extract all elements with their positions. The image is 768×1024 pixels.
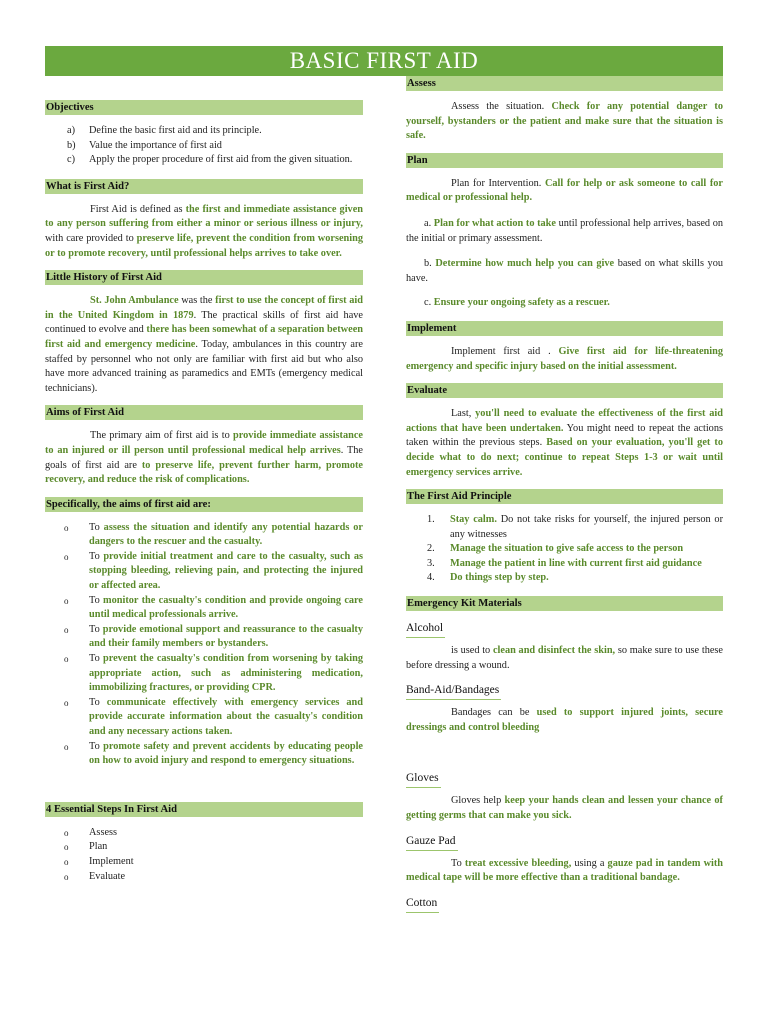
history-paragraph: St. John Ambulance was the first to use the concept of first aid in the United Kingdom in 1879. The practical skills of first aid have continued to evolve and there has been somewhat of a separation between first aid and emergency medicine. Today, ambulances in this country are staffed by personnel who not only are familiar with first aid but who also have more advanced training as paramedics and EMTs (emergency medical technicians). [45, 295, 363, 394]
specific-aims-list [45, 521, 363, 769]
gloves-label: Gloves [406, 770, 441, 788]
right-column [406, 76, 723, 913]
list-item: 3. Manage the patient in line with current first aid guidance [427, 557, 702, 569]
list-item: c) Apply the proper procedure of first aid from the given situation. [67, 154, 353, 166]
principle-heading: The First Aid Principle [406, 489, 723, 504]
essential-steps-list [45, 826, 363, 884]
list-item: o To assess the situation and identify any potential hazards or dangers to the rescuer and the casualty. [64, 521, 363, 548]
list-item: 4. Do things step by step. [427, 572, 549, 584]
list-item: o Implement [64, 855, 134, 867]
plan-paragraph: Plan for Intervention. Call for help or ask someone to call for medical or professional help. [406, 177, 724, 204]
essential-steps-heading: 4 Essential Steps In First Aid [45, 802, 363, 817]
list-item: o To provide emotional support and reassurance to the casualty and their family members or bystanders. [64, 623, 364, 650]
list-item: o To monitor the casualty's condition and provide ongoing care until medical professionals arrive. [64, 594, 364, 621]
list-item: o Assess [64, 826, 118, 838]
list-item: o To prevent the casualty's condition from worsening by taking appropriate action, such as administering medication, immobilizing fractures, or providing CPR. [64, 653, 363, 694]
cotton-label: Cotton [406, 895, 439, 913]
list-item: 1. Stay calm. Do not take risks for yourself, the injured person or any witnesses [427, 514, 723, 540]
page-title: BASIC FIRST AID [45, 46, 723, 76]
assess-heading: Assess [406, 76, 723, 91]
assess-paragraph: Assess the situation. Check for any potential danger to yourself, bystanders or the patient and make sure that the situation is safe. [406, 101, 723, 142]
list-item: o To promote safety and prevent accidents by educating people on how to avoid injury and respond to emergency situations. [64, 740, 364, 767]
plan-step-a: a. Plan for what action to take until professional help arrives, based on the initial or primary assessment. [406, 217, 724, 244]
kit-heading: Emergency Kit Materials [406, 596, 723, 611]
bandage-label: Band-Aid/Bandages [406, 682, 501, 700]
implement-heading: Implement [406, 321, 723, 336]
list-item: o To provide initial treatment and care to the casualty, such as stopping bleeding, relieving pain, and protecting the injured or affected area. [64, 550, 363, 592]
list-item: b) Value the importance of first aid [67, 139, 222, 151]
objectives-list [45, 124, 363, 168]
bandage-paragraph: Bandages can be used to support injured joints, secure dressings and control bleeding [406, 707, 723, 733]
list-item: o Evaluate [64, 870, 126, 882]
gauze-label: Gauze Pad [406, 833, 458, 851]
list-item: o To communicate effectively with emergency services and provide accurate information about the casualty's condition and any necessary actions taken. [64, 696, 363, 737]
principle-list [406, 513, 723, 586]
evaluate-paragraph: Last, you'll need to evaluate the effectiveness of the first aid actions that have been undertaken. You might need to repeat the actions taken within the previous steps. Based on your evaluation, you'll get to decide what to do next; continue to repeat Steps 1-3 or wait until emergency services arrive. [406, 408, 723, 478]
objectives-heading: Objectives [45, 100, 363, 115]
gloves-paragraph: Gloves help keep your hands clean and lessen your chance of getting germs that can make you sick. [406, 795, 723, 822]
aims-paragraph: The primary aim of first aid is to provide immediate assistance to an injured or ill person until professional medical help arrives. The goals of first aid are to preserve life, prevent further harm, promote recovery, and reduce the risk of complications. [45, 430, 364, 486]
plan-step-c: c. Ensure your ongoing safety as a rescuer. [424, 297, 610, 309]
list-item: 2. Manage the situation to give safe access to the person [427, 543, 684, 555]
plan-step-b: b. Determine how much help you can give based on what skills you have. [406, 258, 723, 284]
history-heading: Little History of First Aid [45, 270, 363, 285]
alcohol-paragraph: is used to clean and disinfect the skin, so make sure to use these before dressing a wound. [406, 645, 723, 671]
gauze-paragraph: To treat excessive bleeding, using a gauze pad in tandem with medical tape will be more effective than a traditional bandage. [406, 857, 724, 884]
specific-aims-heading: Specifically, the aims of first aid are: [45, 497, 363, 512]
list-item: o Plan [64, 841, 108, 853]
evaluate-heading: Evaluate [406, 383, 723, 398]
alcohol-label: Alcohol [406, 620, 445, 638]
list-item: a) Define the basic first aid and its principle. [67, 125, 262, 136]
implement-paragraph: Implement first aid . Give first aid for life-threatening emergency and specific injury based on the initial assessment. [406, 345, 723, 372]
left-column [45, 76, 363, 884]
plan-heading: Plan [406, 153, 723, 168]
aims-heading: Aims of First Aid [45, 405, 363, 420]
what-is-first-aid-paragraph: First Aid is defined as the first and immediate assistance given to any person suffering from either a minor or serious illness or injury, with care provided to preserve life, prevent the condition from worsening or to promote recovery, until professional helps arrives to take over. [45, 203, 363, 259]
what-is-first-aid-heading: What is First Aid? [45, 179, 363, 194]
